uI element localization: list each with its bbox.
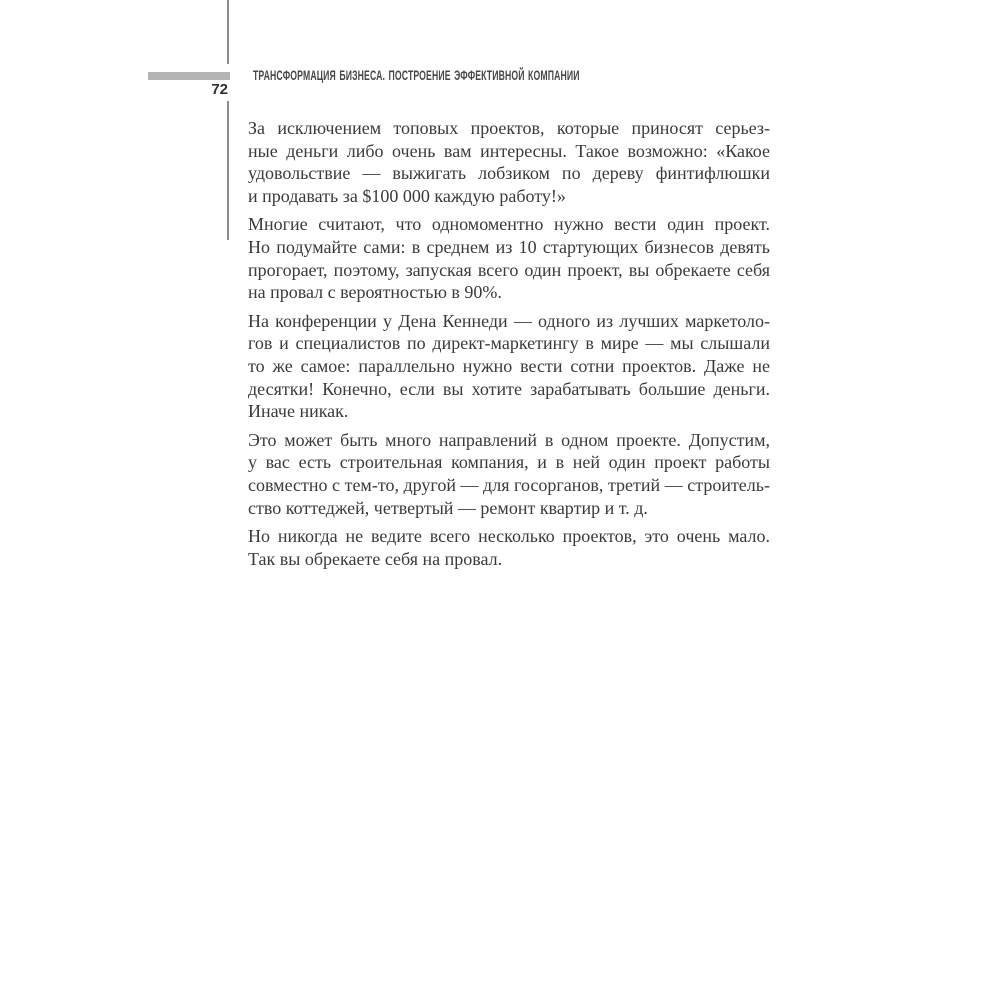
paragraph	[248, 117, 770, 207]
text-line: На конференции у Дена Кеннеди — одного из лучших маркетоло-	[248, 310, 770, 331]
text-line: Это может быть много направлений в одном проекте. Допустим,	[248, 429, 770, 450]
paragraph	[248, 525, 770, 570]
body-text	[248, 117, 770, 570]
text-line: то же самое: параллельно нужно вести сотни проектов. Даже не	[248, 355, 770, 376]
text-line: и продавать за $100 000 каждую работу!»	[248, 185, 566, 206]
margin-rule-top	[227, 0, 229, 64]
text-line: десятки! Конечно, если вы хотите зарабатывать большие деньги.	[248, 378, 770, 399]
header-bar	[148, 72, 230, 80]
text-line: гов и специалистов по директ-маркетингу в мире — мы слышали	[248, 333, 770, 354]
text-line: прогорает, поэтому, запуская всего один проект, вы обрекаете себя	[248, 259, 770, 280]
running-header: ТРАНСФОРМАЦИЯ БИЗНЕСА. ПОСТРОЕНИЕ ЭФФЕКТИВНОЙ КОМПАНИИ	[253, 67, 580, 83]
text-line: у вас есть строительная компания, и в ней один проект работы	[248, 452, 770, 473]
page-number: 72	[211, 81, 228, 98]
text-line: ство коттеджей, четвертый — ремонт квартир и т. д.	[248, 497, 648, 518]
text-line: Так вы обрекаете себя на провал.	[248, 548, 503, 569]
text-line: совместно с тем-то, другой — для госорганов, третий — строитель-	[248, 474, 770, 495]
text-line: ные деньги либо очень вам интересны. Такое возможно: «Какое	[248, 140, 770, 161]
text-line: Многие считают, что одномоментно нужно вести один проект.	[248, 214, 770, 235]
paragraph	[248, 310, 770, 423]
text-line: удовольствие — выжигать лобзиком по дереву финтифлюшки	[248, 163, 770, 184]
paragraph	[248, 429, 770, 519]
margin-rule-bottom	[227, 101, 229, 240]
text-line: Но подумайте сами: в среднем из 10 стартующих бизнесов девять	[248, 236, 770, 257]
text-line: За исключением топовых проектов, которые приносят серьез-	[248, 118, 770, 138]
text-line: на провал с вероятностью в 90%.	[248, 282, 502, 303]
text-line: Иначе никак.	[248, 401, 349, 422]
paragraph	[248, 213, 770, 303]
text-line: Но никогда не ведите всего несколько проектов, это очень мало.	[248, 526, 770, 547]
